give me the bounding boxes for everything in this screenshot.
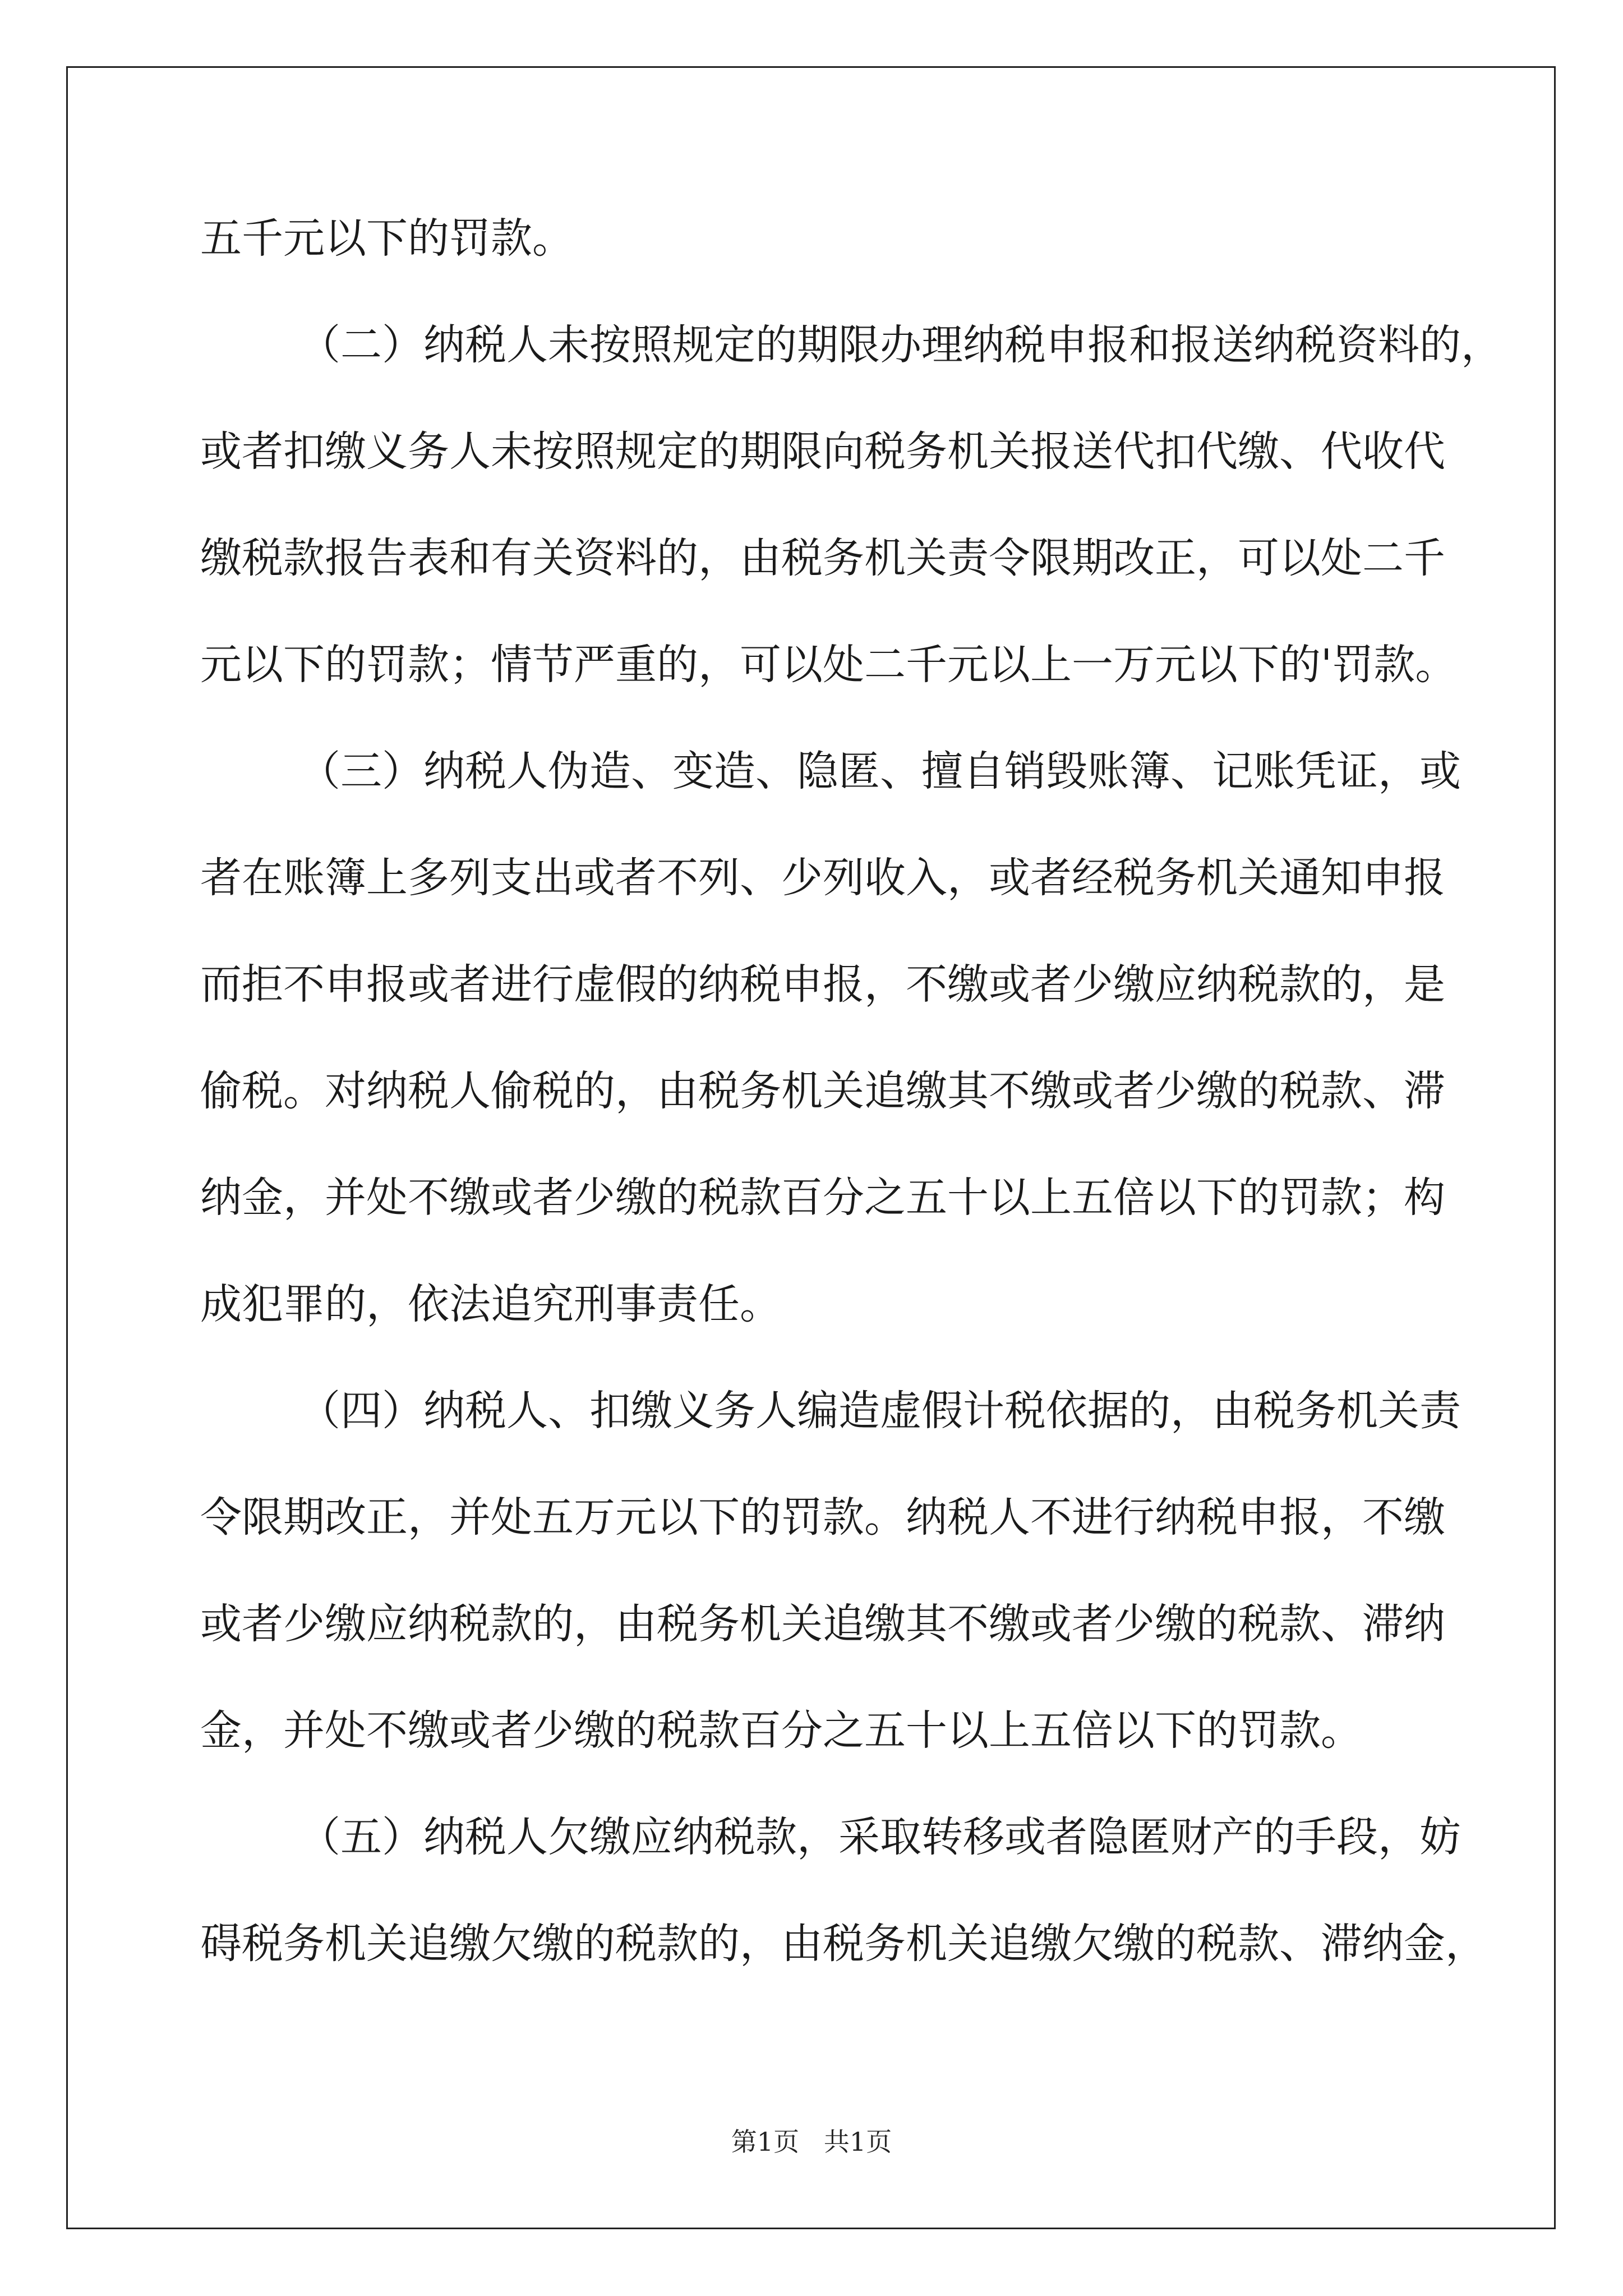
- text-line: 者在账簿上多列支出或者不列、少列收入，或者经税务机关通知申报: [200, 854, 1445, 902]
- page-number: 第1页 共1页: [731, 2127, 892, 2157]
- text-line: （三）纳税人伪造、变造、隐匿、擅自销毁账簿、记账凭证，或: [299, 747, 1461, 795]
- text-line: （四）纳税人、扣缴义务人编造虚假计税依据的，由税务机关责: [299, 1387, 1461, 1435]
- text-line: 偷税。对纳税人偷税的，由税务机关追缴其不缴或者少缴的税款、滞: [200, 1067, 1445, 1115]
- text-line: 令限期改正，并处五万元以下的罚款。纳税人不进行纳税申报，不缴: [200, 1493, 1445, 1542]
- text-line: （五）纳税人欠缴应纳税款，采取转移或者隐匿财产的手段，妨: [299, 1813, 1461, 1861]
- text-line: 金，并处不缴或者少缴的税款百分之五十以上五倍以下的罚款。: [200, 1706, 1362, 1755]
- text-line: 元以下的罚款；情节严重的，可以处二千元以上一万元以下的'罚款。: [200, 641, 1457, 689]
- text-line: 或者少缴应纳税款的，由税务机关追缴其不缴或者少缴的税款、滞纳: [200, 1600, 1445, 1648]
- text-line: 五千元以下的罚款。: [200, 214, 574, 263]
- text-line: 缴税款报告表和有关资料的，由税务机关责令限期改正，可以处二千: [200, 534, 1445, 582]
- text-line: 而拒不申报或者进行虚假的纳税申报，不缴或者少缴应纳税款的，是: [200, 960, 1445, 1009]
- text-line: 碍税务机关追缴欠缴的税款的，由税务机关追缴欠缴的税款、滞纳金，: [200, 1920, 1487, 1968]
- text-line: 成犯罪的，依法追究刑事责任。: [200, 1280, 781, 1328]
- text-line: （二）纳税人未按照规定的期限办理纳税申报和报送纳税资料的，: [299, 321, 1502, 369]
- text-line: 或者扣缴义务人未按照规定的期限向税务机关报送代扣代缴、代收代: [200, 427, 1445, 476]
- text-line: 纳金，并处不缴或者少缴的税款百分之五十以上五倍以下的罚款；构: [200, 1174, 1445, 1222]
- document-body: [200, 185, 1502, 1997]
